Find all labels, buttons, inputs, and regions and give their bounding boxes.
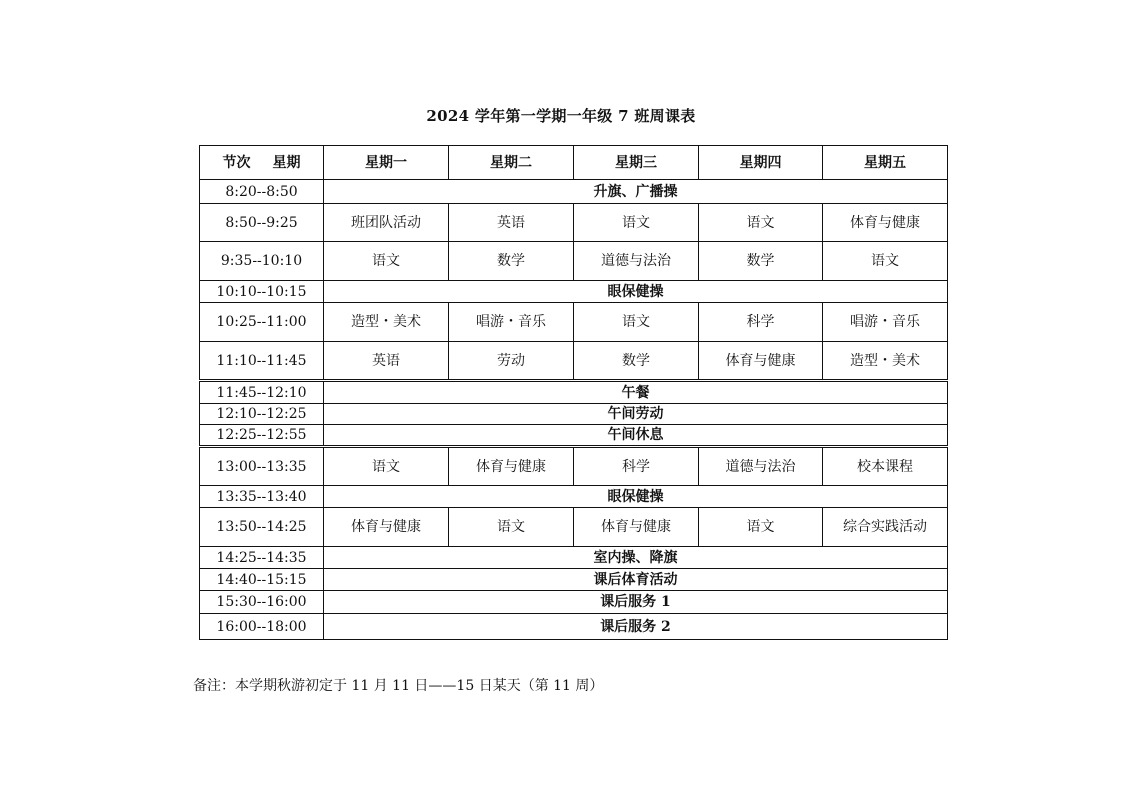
header-row bbox=[200, 146, 948, 180]
time-cell: 8:50--9:25 bbox=[200, 204, 324, 242]
table-row bbox=[200, 204, 948, 242]
table-row bbox=[200, 342, 948, 381]
class-cell: 体育与健康 bbox=[574, 508, 699, 547]
table-row bbox=[200, 404, 948, 425]
day-header-monday: 星期一 bbox=[324, 146, 449, 180]
table-row bbox=[200, 381, 948, 404]
time-cell: 9:35--10:10 bbox=[200, 242, 324, 281]
time-cell: 11:10--11:45 bbox=[200, 342, 324, 381]
class-cell: 体育与健康 bbox=[823, 204, 948, 242]
class-cell: 综合实践活动 bbox=[823, 508, 948, 547]
time-cell: 10:10--10:15 bbox=[200, 281, 324, 303]
class-cell: 道德与法治 bbox=[699, 447, 823, 486]
class-cell: 语文 bbox=[699, 204, 823, 242]
span-activity-cell: 眼保健操 bbox=[324, 486, 948, 508]
table-row bbox=[200, 508, 948, 547]
class-cell: 唱游・音乐 bbox=[449, 303, 574, 342]
class-cell: 科学 bbox=[574, 447, 699, 486]
day-header-wednesday: 星期三 bbox=[574, 146, 699, 180]
table-row bbox=[200, 303, 948, 342]
class-cell: 造型・美术 bbox=[823, 342, 948, 381]
class-cell: 语文 bbox=[324, 242, 449, 281]
table-row bbox=[200, 486, 948, 508]
time-cell: 13:00--13:35 bbox=[200, 447, 324, 486]
day-header-thursday: 星期四 bbox=[699, 146, 823, 180]
time-cell: 15:30--16:00 bbox=[200, 591, 324, 614]
time-cell: 13:50--14:25 bbox=[200, 508, 324, 547]
class-cell: 科学 bbox=[699, 303, 823, 342]
class-cell: 英语 bbox=[449, 204, 574, 242]
class-cell: 体育与健康 bbox=[699, 342, 823, 381]
span-activity-cell: 室内操、降旗 bbox=[324, 547, 948, 569]
span-activity-cell: 课后服务 1 bbox=[324, 591, 948, 614]
time-cell: 14:40--15:15 bbox=[200, 569, 324, 591]
table-row bbox=[200, 569, 948, 591]
class-cell: 语文 bbox=[574, 303, 699, 342]
table-row bbox=[200, 242, 948, 281]
time-cell: 13:35--13:40 bbox=[200, 486, 324, 508]
span-activity-cell: 眼保健操 bbox=[324, 281, 948, 303]
span-activity-cell: 午间劳动 bbox=[324, 404, 948, 425]
class-cell: 语文 bbox=[699, 508, 823, 547]
table-row bbox=[200, 281, 948, 303]
class-cell: 道德与法治 bbox=[574, 242, 699, 281]
table-row bbox=[200, 547, 948, 569]
weekday-label: 星期 bbox=[272, 154, 301, 171]
span-activity-cell: 午餐 bbox=[324, 381, 948, 404]
day-header-friday: 星期五 bbox=[823, 146, 948, 180]
class-cell: 校本课程 bbox=[823, 447, 948, 486]
table-row bbox=[200, 180, 948, 204]
time-cell: 10:25--11:00 bbox=[200, 303, 324, 342]
time-cell: 14:25--14:35 bbox=[200, 547, 324, 569]
footnote: 备注：本学期秋游初定于 11 月 11 日——15 日某天（第 11 周） bbox=[193, 678, 604, 694]
time-cell: 11:45--12:10 bbox=[200, 381, 324, 404]
day-header-tuesday: 星期二 bbox=[449, 146, 574, 180]
time-cell: 12:10--12:25 bbox=[200, 404, 324, 425]
class-cell: 语文 bbox=[823, 242, 948, 281]
class-cell: 唱游・音乐 bbox=[823, 303, 948, 342]
time-cell: 12:25--12:55 bbox=[200, 425, 324, 447]
span-activity-cell: 升旗、广播操 bbox=[324, 180, 948, 204]
timetable bbox=[199, 145, 948, 640]
class-cell: 体育与健康 bbox=[324, 508, 449, 547]
class-cell: 班团队活动 bbox=[324, 204, 449, 242]
page-title: 2024 学年第一学期一年级 7 班周课表 bbox=[426, 107, 696, 125]
class-cell: 劳动 bbox=[449, 342, 574, 381]
table-row bbox=[200, 614, 948, 640]
span-activity-cell: 课后体育活动 bbox=[324, 569, 948, 591]
span-activity-cell: 午间休息 bbox=[324, 425, 948, 447]
class-cell: 数学 bbox=[699, 242, 823, 281]
table-row bbox=[200, 425, 948, 447]
class-cell: 英语 bbox=[324, 342, 449, 381]
corner-header-cell bbox=[200, 146, 324, 180]
table-row bbox=[200, 591, 948, 614]
class-cell: 体育与健康 bbox=[449, 447, 574, 486]
class-cell: 造型・美术 bbox=[324, 303, 449, 342]
table-row bbox=[200, 447, 948, 486]
class-cell: 语文 bbox=[449, 508, 574, 547]
time-cell: 8:20--8:50 bbox=[200, 180, 324, 204]
time-cell: 16:00--18:00 bbox=[200, 614, 324, 640]
class-cell: 语文 bbox=[324, 447, 449, 486]
class-cell: 数学 bbox=[574, 342, 699, 381]
class-cell: 数学 bbox=[449, 242, 574, 281]
period-label: 节次 bbox=[222, 154, 251, 171]
class-cell: 语文 bbox=[574, 204, 699, 242]
span-activity-cell: 课后服务 2 bbox=[324, 614, 948, 640]
